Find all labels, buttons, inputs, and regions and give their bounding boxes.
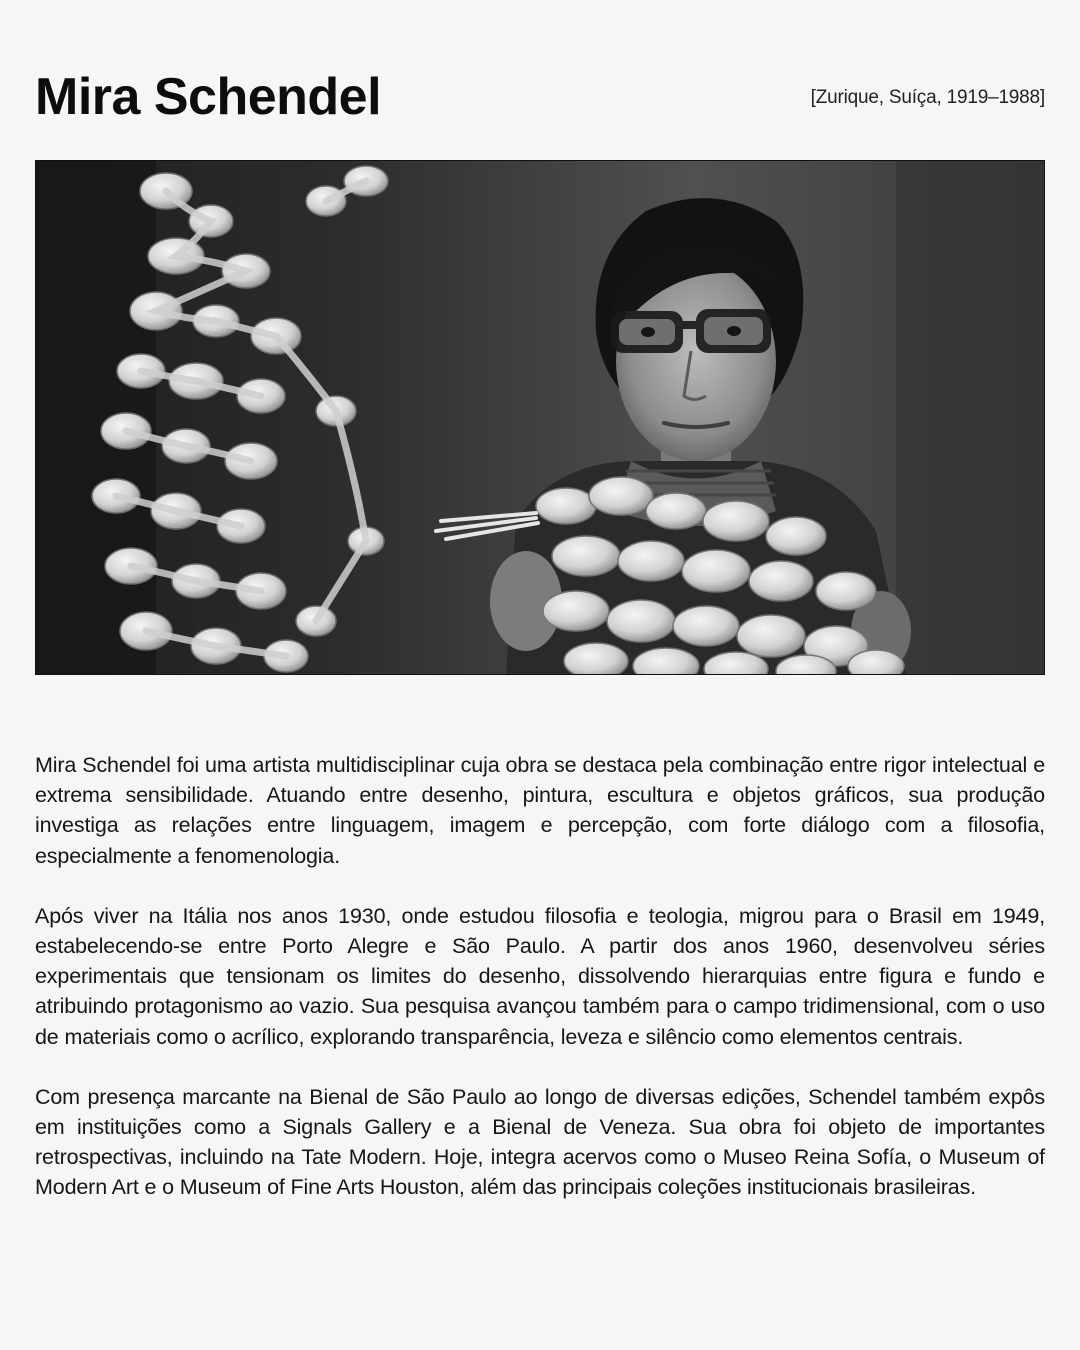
bio-paragraph: Com presença marcante na Bienal de São Paulo ao longo de diversas edições, Schendel também expôs em instituições como a Signals Gallery e a Bienal de Veneza. Sua obra foi objeto de importantes retrospectivas, incluindo na Tate Modern. Hoje, integra acervos como o Museo Reina Sofía, o Museum of Modern Art e o Museum of Fine Arts Houston, além das principais coleções institucionais brasileiras. [35, 1084, 1045, 1200]
bio-paragraph: Após viver na Itália nos anos 1930, onde estudou filosofia e teologia, migrou para o Brasil em 1949, estabelecendo-se entre Porto Alegre e São Paulo. A partir dos anos 1960, desenvolveu séries experimentais que tensionam os limites do desenho, dissolvendo hierarquias entre figura e fundo e atribuindo protagonismo ao vazio. Sua pesquisa avançou também para o campo tridimensional, com o uso de materiais como o acrílico, explorando transparência, leveza e silêncio como elementos centrais. [35, 903, 1045, 1049]
page-header [35, 62, 1045, 132]
artist-birthplace-dates: [Zurique, Suíça, 1919–1988] [810, 87, 1045, 108]
artist-biography [35, 750, 1045, 1233]
portrait-photo-illustration [36, 161, 1044, 674]
page-title: Mira Schendel [35, 68, 382, 126]
bio-paragraph: Mira Schendel foi uma artista multidisciplinar cuja obra se destaca pela combinação entre rigor intelectual e extrema sensibilidade. Atuando entre desenho, pintura, escultura e objetos gráficos, sua produção investiga as relações entre linguagem, imagem e percepção, com forte diálogo com a filosofia, especialmente a fenomenologia. [35, 753, 1045, 868]
artist-portrait-photo [35, 160, 1045, 675]
